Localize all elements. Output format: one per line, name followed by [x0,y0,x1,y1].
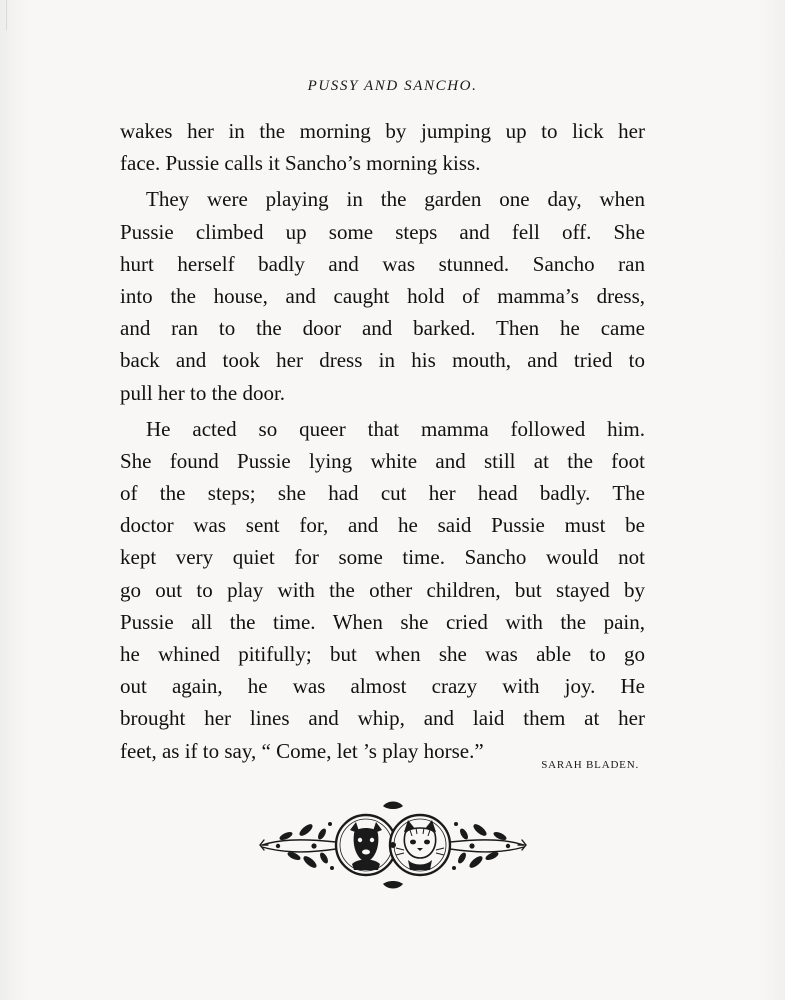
text-line: doctor was sent for, and he said Pussie must be [120,513,645,538]
dog-and-cat-vignette-icon [258,800,528,890]
paragraph-2 [120,183,645,408]
text-line: and ran to the door and barked. Then he came [120,316,645,341]
text-line: hurt herself badly and was stunned. Sancho ran [120,251,645,276]
text-line: She found Pussie lying white and still at the foot [120,448,645,473]
page-edge-mark [6,0,17,30]
story-text [120,115,645,767]
text-line: Pussie climbed up some steps and fell off. She [120,219,645,244]
text-line: pull her to the door. [120,380,286,405]
text-line: back and took her dress in his mouth, and tried to [120,348,645,373]
text-line: out again, he was almost crazy with joy. He [120,674,645,699]
author-signature: SARAH BLADEN. [541,759,639,771]
text-line: kept very quiet for some time. Sancho would not [120,545,645,570]
paragraph-3 [120,413,645,767]
text-line: feet, as if to say, “ Come, let ’s play horse.” [120,738,484,763]
text-line: He acted so queer that mamma followed him. [146,416,645,441]
text-line: he whined pitifully; but when she was able to go [120,642,645,666]
text-line: go out to play with the other children, but stayed by [120,577,645,602]
text-line: They were playing in the garden one day, when [146,187,645,212]
text-line: brought her lines and whip, and laid them at her [120,706,645,731]
text-line: Pussie all the time. When she cried with the pain, [120,609,645,634]
text-line: of the steps; she had cut her head badly. The [120,481,645,506]
running-title: PUSSY AND SANCHO. [307,78,478,94]
text-line: wakes her in the morning by jumping up to lick her [120,119,645,143]
text-line: into the house, and caught hold of mamma’s dress, [120,283,645,308]
text-line: face. Pussie calls it Sancho’s morning kiss. [120,151,481,176]
paragraph-1 [120,115,645,179]
